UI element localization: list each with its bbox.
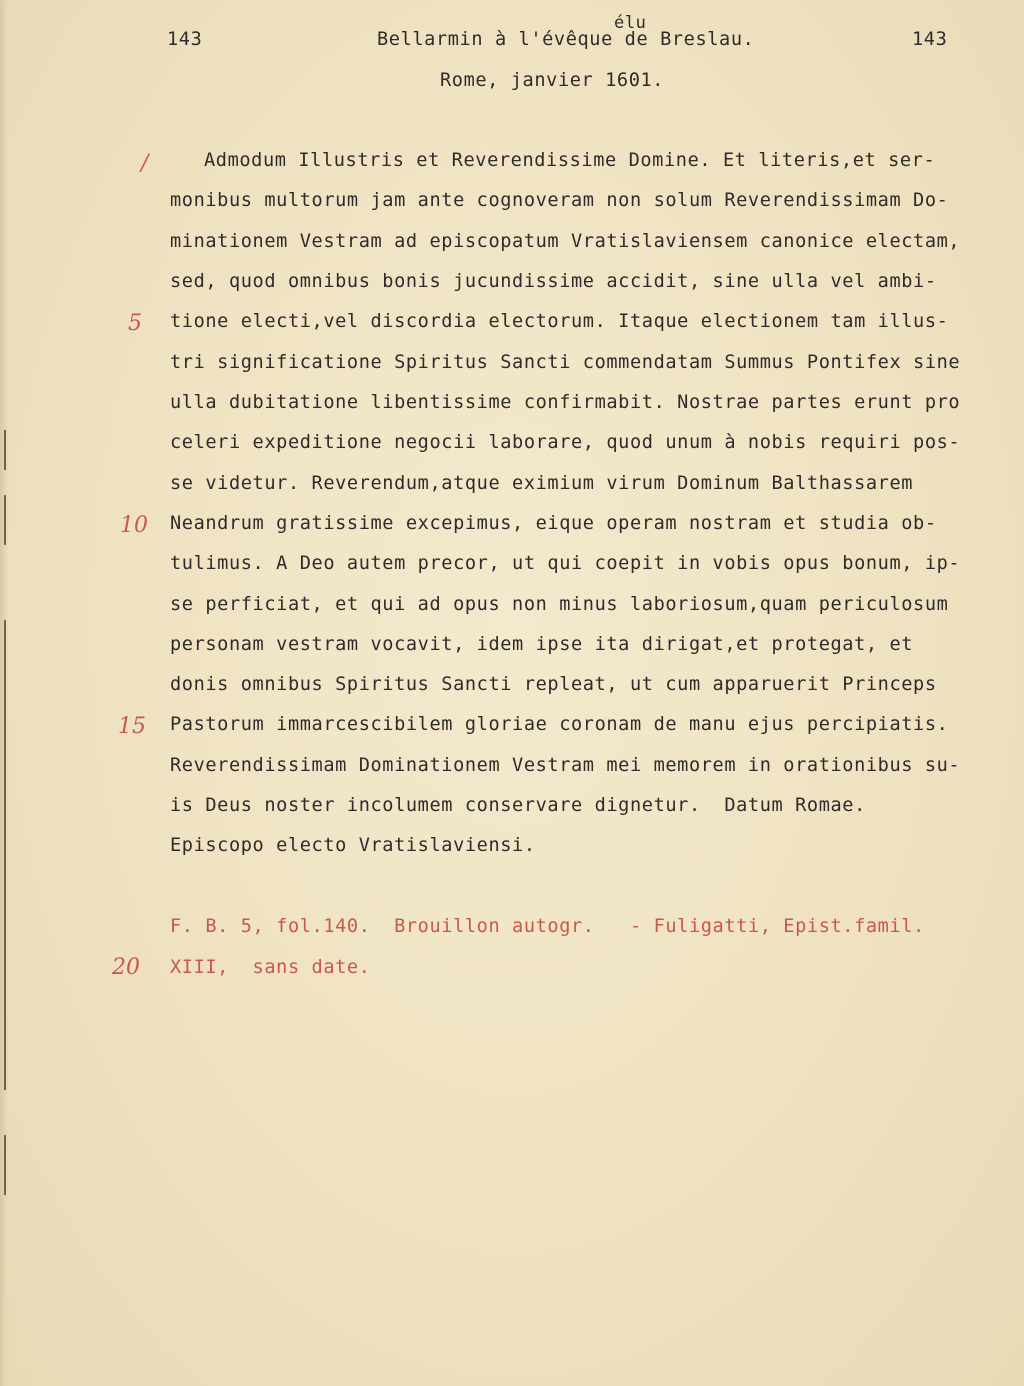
edge-mark: [4, 430, 6, 470]
source-note-line2: XIII, sans date.: [170, 957, 371, 978]
letter-line: Reverendissimam Dominationem Vestram mei memorem in orationibus su-: [170, 755, 961, 776]
page-number-right: 143: [912, 29, 948, 50]
margin-line-number: /: [141, 151, 149, 176]
margin-line-number: 5: [128, 311, 142, 336]
margin-line-number: 20: [112, 955, 140, 980]
margin-line-number: 15: [118, 714, 146, 739]
letter-line: se perficiat, et qui ad opus non minus laboriosum,quam periculosum: [170, 594, 949, 615]
running-title: Bellarmin à l'évêque de Breslau.: [377, 29, 755, 50]
margin-line-number: 10: [120, 513, 148, 538]
dateline: Rome, janvier 1601.: [440, 70, 665, 91]
letter-line: tulimus. A Deo autem precor, ut qui coepit in vobis opus bonum, ip-: [170, 553, 961, 574]
letter-line: sed, quod omnibus bonis jucundissime accidit, sine ulla vel ambi-: [170, 271, 937, 292]
letter-line: personam vestram vocavit, idem ipse ita dirigat,et protegat, et: [170, 634, 914, 655]
letter-line: Episcopo electo Vratislaviensi.: [170, 835, 536, 856]
title-insertion: élu: [614, 13, 647, 33]
letter-line: Pastorum immarcescibilem gloriae coronam de manu ejus percipiatis.: [170, 714, 949, 735]
letter-line: is Deus noster incolumem conservare dignetur. Datum Romae.: [170, 795, 866, 816]
letter-line: ulla dubitatione libentissime confirmabit. Nostrae partes erunt pro: [170, 392, 961, 413]
page-number-left: 143: [167, 29, 203, 50]
letter-line: monibus multorum jam ante cognoveram non solum Reverendissimam Do-: [170, 190, 949, 211]
letter-line: tri significatione Spiritus Sancti commendatam Summus Pontifex sine: [170, 352, 961, 373]
edge-mark: [4, 495, 6, 545]
source-note-line1: F. B. 5, fol.140. Brouillon autogr. - Fuligatti, Epist.famil.: [170, 916, 925, 937]
edge-mark: [4, 1135, 6, 1195]
letter-line: donis omnibus Spiritus Sancti repleat, ut cum apparuerit Princeps: [170, 674, 937, 695]
edge-mark: [4, 620, 6, 1090]
letter-line: Neandrum gratissime excepimus, eique operam nostram et studia ob-: [170, 513, 937, 534]
letter-line: celeri expeditione negocii laborare, quod unum à nobis requiri pos-: [170, 432, 961, 453]
letter-line: se videtur. Reverendum,atque eximium virum Dominum Balthassarem: [170, 473, 914, 494]
letter-line: tione electi,vel discordia electorum. Itaque electionem tam illus-: [170, 311, 949, 332]
letter-line: minationem Vestram ad episcopatum Vratislaviensem canonice electam,: [170, 231, 961, 252]
letter-line: Admodum Illustris et Reverendissime Domine. Et literis,et ser-: [204, 150, 936, 171]
